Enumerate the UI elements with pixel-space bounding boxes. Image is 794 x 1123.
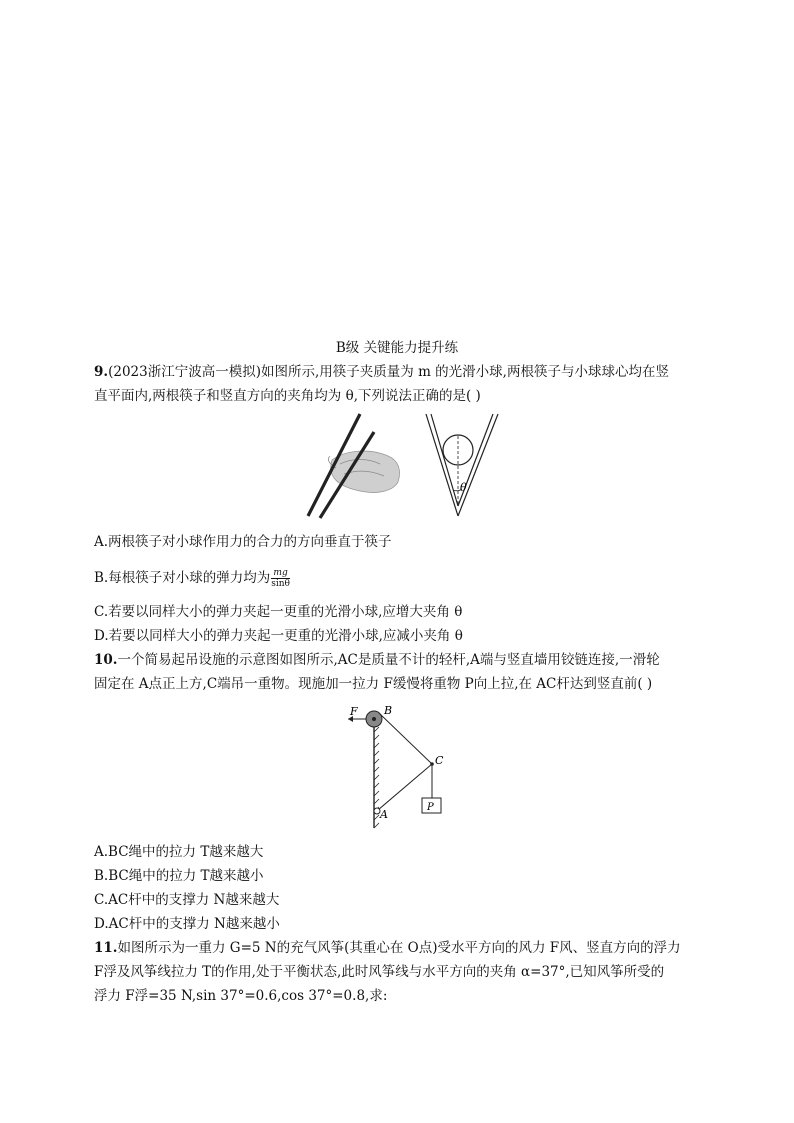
q10-option-d: D.AC杆中的支撑力 N越来越小 [94,916,280,932]
theta-label: θ [460,481,467,494]
q11-text-line1: 如图所示为一重力 G=5 N的充气风筝(其重心在 O点)受水平方向的风力 F风、竖直方向的浮力 [117,940,681,956]
fraction-mg-over-sin-theta [271,568,290,589]
q11-line3: 浮力 F浮=35 N,sin 37°=0.6,cos 37°=0.8,求: [94,988,388,1004]
q10-option-c: C.AC杆中的支撑力 N越来越大 [94,892,280,908]
label-c: C [435,754,444,767]
q10-text-line1: 一个简易起吊设施的示意图如图所示,AC是质量不计的轻杆,A端与竖直墙用铰链连接,一滑轮 [117,652,660,668]
crane-figure [340,700,460,830]
q9-option-d: D.若要以同样大小的弹力夹起一更重的光滑小球,应减小夹角 θ [94,628,463,644]
label-p: P [427,802,434,813]
q10-option-a: A.BC绳中的拉力 T越来越大 [94,844,264,860]
q11-line2: F浮及风筝线拉力 T的作用,处于平衡状态,此时风筝线与水平方向的夹角 α=37°,已知风筝所受的 [94,964,665,980]
fraction-numerator: mg [271,568,290,579]
q11-line1 [94,938,681,958]
q10-line1 [94,650,660,670]
chopsticks-figure [300,412,510,522]
q9-option-c: C.若要以同样大小的弹力夹起一更重的光滑小球,应增大夹角 θ [94,604,463,620]
q9-line1 [94,362,669,382]
chopsticks-schematic [426,414,498,516]
q9-option-b [94,568,290,589]
q9-number: 9. [94,364,109,380]
q9-option-a: A.两根筷子对小球作用力的合力的方向垂直于筷子 [94,534,392,550]
label-a: A [380,808,388,821]
hand-photo [308,414,400,518]
q9-option-b-text: B.每根筷子对小球的弹力均为 [94,570,271,586]
q11-number: 11. [94,940,118,956]
q9-text-line1: (2023浙江宁波高一模拟)如图所示,用筷子夹质量为 m 的光滑小球,两根筷子与小球球心均在竖 [108,364,669,380]
label-b: B [384,704,393,717]
label-f: F [350,705,358,718]
fraction-denominator: sinθ [271,579,290,589]
q9-line2: 直平面内,两根筷子和竖直方向的夹角均为 θ,下列说法正确的是( ) [94,388,481,404]
q10-option-b: B.BC绳中的拉力 T越来越小 [94,868,264,884]
q10-line2: 固定在 A点正上方,C端吊一重物。现施加一拉力 F缓慢将重物 P向上拉,在 AC杆达到竖直前( ) [94,676,653,692]
section-title: B级 关键能力提升练 [335,340,459,356]
q10-number: 10. [94,652,118,668]
